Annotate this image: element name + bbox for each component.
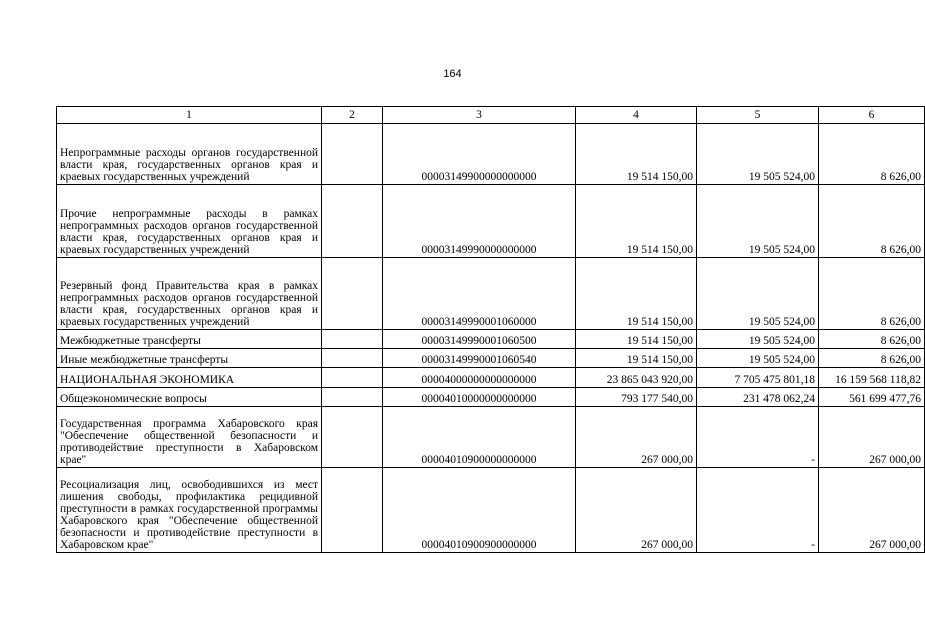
row-value-6: 8 626,00 bbox=[819, 330, 925, 349]
table-row bbox=[57, 468, 925, 553]
row-code: 00004000000000000000 bbox=[383, 368, 576, 388]
column-header: 1 bbox=[57, 107, 322, 124]
row-value-6: 267 000,00 bbox=[819, 468, 925, 553]
row-value-6: 267 000,00 bbox=[819, 407, 925, 468]
row-value-5: - bbox=[697, 468, 819, 553]
table-row bbox=[57, 407, 925, 468]
row-code: 00004010900900000000 bbox=[383, 468, 576, 553]
row-col2 bbox=[322, 368, 383, 388]
row-value-5: 231 478 062,24 bbox=[697, 388, 819, 407]
row-name: Иные межбюджетные трансферты bbox=[57, 349, 322, 368]
table-row bbox=[57, 349, 925, 368]
column-header: 5 bbox=[697, 107, 819, 124]
row-name: Ресоциализация лиц, освободившихся из мест лишения свободы, профилактика рецидивной преступности в рамках государственной программы Хабаровского края "Обеспечение общественной безопасности и противодействие преступности в Хабаровском крае" bbox=[57, 468, 322, 553]
budget-table bbox=[56, 106, 925, 553]
row-code: 00003149990001060540 bbox=[383, 349, 576, 368]
table-row bbox=[57, 185, 925, 258]
row-value-6: 8 626,00 bbox=[819, 349, 925, 368]
row-value-4: 19 514 150,00 bbox=[576, 349, 697, 368]
row-name: Прочие непрограммные расходы в рамках непрограммных расходов органов государственной власти края, государственных органов края и краевых государственных учреждений bbox=[57, 185, 322, 258]
row-value-6: 561 699 477,76 bbox=[819, 388, 925, 407]
row-code: 00004010900000000000 bbox=[383, 407, 576, 468]
row-col2 bbox=[322, 468, 383, 553]
table-row bbox=[57, 124, 925, 185]
page-number: 164 bbox=[443, 68, 462, 80]
row-value-5: 19 505 524,00 bbox=[697, 124, 819, 185]
row-value-4: 19 514 150,00 bbox=[576, 185, 697, 258]
table-row bbox=[57, 258, 925, 330]
row-col2 bbox=[322, 407, 383, 468]
row-value-5: 19 505 524,00 bbox=[697, 258, 819, 330]
table-row bbox=[57, 388, 925, 407]
table-header-row bbox=[57, 107, 925, 124]
row-value-4: 793 177 540,00 bbox=[576, 388, 697, 407]
row-value-4: 19 514 150,00 bbox=[576, 258, 697, 330]
row-name: Государственная программа Хабаровского края "Обеспечение общественной безопасности и противодействие преступности в Хабаровском крае" bbox=[57, 407, 322, 468]
row-code: 00003149990001060500 bbox=[383, 330, 576, 349]
row-name: НАЦИОНАЛЬНАЯ ЭКОНОМИКА bbox=[57, 368, 322, 388]
row-value-5: 19 505 524,00 bbox=[697, 185, 819, 258]
row-value-6: 16 159 568 118,82 bbox=[819, 368, 925, 388]
row-name: Резервный фонд Правительства края в рамках непрограммных расходов органов государственной власти края, государственных органов края и краевых государственных учреждений bbox=[57, 258, 322, 330]
row-value-5: 19 505 524,00 bbox=[697, 349, 819, 368]
row-col2 bbox=[322, 349, 383, 368]
row-col2 bbox=[322, 388, 383, 407]
row-name: Общеэкономические вопросы bbox=[57, 388, 322, 407]
row-value-6: 8 626,00 bbox=[819, 185, 925, 258]
row-value-4: 19 514 150,00 bbox=[576, 124, 697, 185]
column-header: 4 bbox=[576, 107, 697, 124]
row-value-4: 267 000,00 bbox=[576, 407, 697, 468]
row-name: Межбюджетные трансферты bbox=[57, 330, 322, 349]
column-header: 3 bbox=[383, 107, 576, 124]
row-value-4: 23 865 043 920,00 bbox=[576, 368, 697, 388]
row-value-6: 8 626,00 bbox=[819, 258, 925, 330]
row-code: 00003149990001060000 bbox=[383, 258, 576, 330]
row-code: 00003149900000000000 bbox=[383, 124, 576, 185]
table-row bbox=[57, 368, 925, 388]
row-col2 bbox=[322, 330, 383, 349]
row-col2 bbox=[322, 258, 383, 330]
row-value-4: 19 514 150,00 bbox=[576, 330, 697, 349]
row-value-6: 8 626,00 bbox=[819, 124, 925, 185]
table-row bbox=[57, 330, 925, 349]
column-header: 2 bbox=[322, 107, 383, 124]
row-value-5: 19 505 524,00 bbox=[697, 330, 819, 349]
row-col2 bbox=[322, 185, 383, 258]
row-value-5: - bbox=[697, 407, 819, 468]
row-col2 bbox=[322, 124, 383, 185]
row-code: 00004010000000000000 bbox=[383, 388, 576, 407]
row-value-4: 267 000,00 bbox=[576, 468, 697, 553]
row-name: Непрограммные расходы органов государственной власти края, государственных органов края и краевых государственных учреждений bbox=[57, 124, 322, 185]
column-header: 6 bbox=[819, 107, 925, 124]
row-value-5: 7 705 475 801,18 bbox=[697, 368, 819, 388]
row-code: 00003149990000000000 bbox=[383, 185, 576, 258]
